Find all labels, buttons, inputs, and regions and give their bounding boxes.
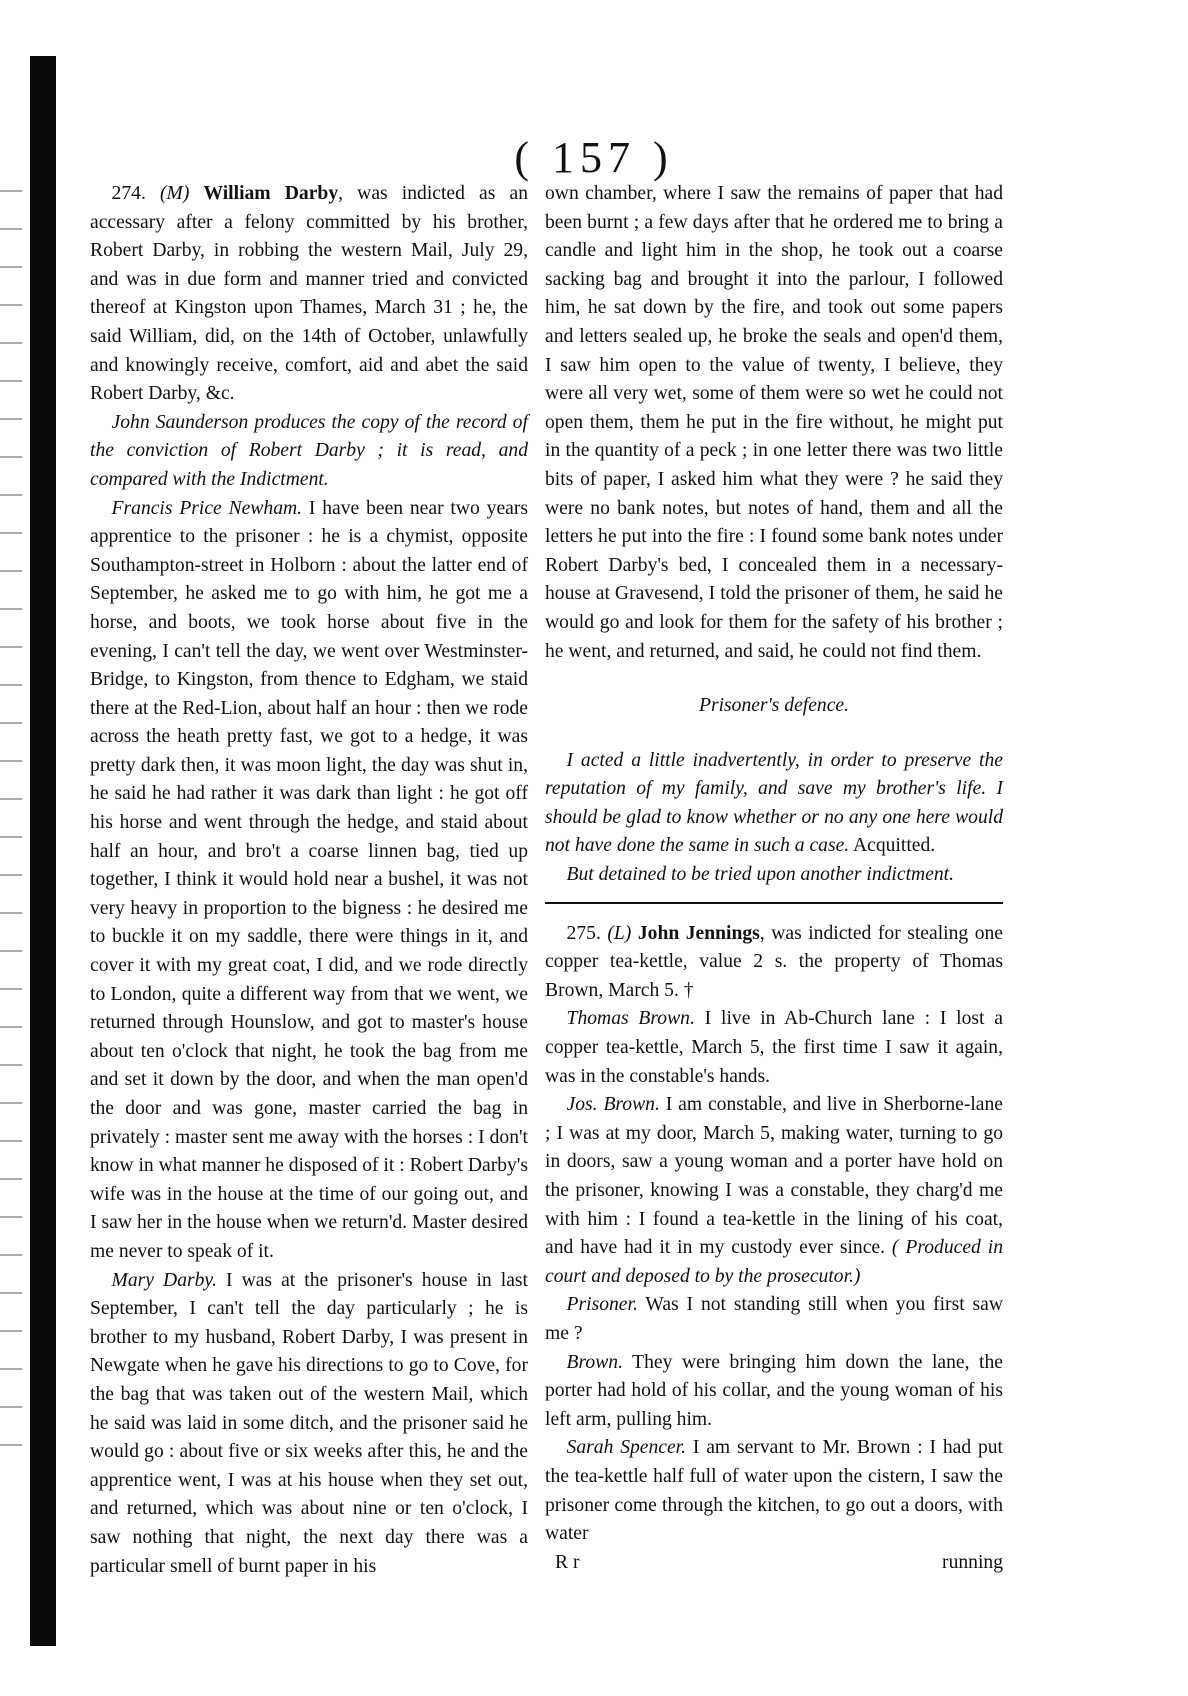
- testimony-continuation: own chamber, where I saw the remains of paper that had been burnt ; a few days after that he ordered me to bring a candle and light him in the shop, he took out a coarse sacking bag and brought it into the parlour, I followed him, he sat down by the fire, and took out some papers and letters sealed up, he broke the seals and open'd them, I saw him open to the value of twenty, I believe, they were all very wet, some of them were so wet he could not open them, them he put in the fire without, he might put in the quantity of a peck ; in one letter there was two little bits of paper, I asked him what they were ? he said they were no bank notes, but notes of hand, them and all the letters he put into the fire : I found some bank notes under Robert Darby's bed, I concealed them in a necessary-house at Gravesend, I told the prisoner of them, he said he would go and look for them for the safety of his brother ; he went, and returned, and said, he could not find them.: [545, 183, 1003, 662]
- section-rule: [545, 902, 1003, 904]
- case-274-indictment: 274. (M) William Darby, was indicted as an accessary after a felony committed by his brother, Robert Darby, in robbing the western Mail, July 29, and was in due form and manner tried and convicted thereof at Kingston upon Thames, March 31 ; he, the said William, did, on the 14th of October, unlawfully and knowingly receive, comfort, aid and abet the said Robert Darby, &c.: [90, 183, 528, 405]
- prisoner-question: Prisoner. Was I not standing still when you first saw me ?: [545, 1294, 1003, 1344]
- testimony-thomas-brown: Thomas Brown. I live in Ab-Church lane : I lost a copper tea-kettle, March 5, the first time I saw it again, was in the constable's hands.: [545, 1008, 1003, 1087]
- catchword: running: [942, 1551, 1003, 1573]
- case-275-indictment: 275. (L) John Jennings, was indicted for stealing one copper tea-kettle, value 2 s. the property of Thomas Brown, March 5. †: [545, 922, 1003, 1001]
- page-number: ( 157 ): [514, 133, 674, 182]
- testimony-sarah-spencer: Sarah Spencer. I am servant to Mr. Brown : I had put the tea-kettle half full of water upon the cistern, I saw the prisoner come through the kitchen, to go out a doors, with water: [545, 1437, 1004, 1545]
- margin-marks: [0, 190, 22, 1470]
- record-production-note: John Saunderson produces the copy of the record of the conviction of Robert Darby ; it is read, and compared with the Indictment.: [90, 411, 528, 490]
- testimony-jos-brown: Jos. Brown. I am constable, and live in Sherborne-lane ; I was at my door, March 5, making water, turning to go in doors, saw a young woman and a porter have hold on the prisoner, knowing I was a constable, they charg'd me with him : I found a tea-kettle in the lining of his coat, and have had it in my custody ever since. ( Produced in court and deposed to by the prosecutor.): [545, 1094, 1003, 1287]
- signature-mark: R r: [555, 1551, 580, 1573]
- testimony-newham: Francis Price Newham. I have been near two years apprentice to the prisoner : he is a chymist, opposite Southampton-street in Holborn : about the latter end of September, he asked me to go with him, he got me a horse, and boots, we took horse about five in the evening, I can't tell the day, we went over Westminster-Bridge, to Kingston, from thence to Edgham, we staid there at the Red-Lion, about half an hour : then we rode across the heath pretty fast, we got to a hedge, it was pretty dark then, it was moon light, the day was shut in, he said he had rather it was dark than light : he got off his horse and went through the hedge, and staid about half an hour, and bro't a coarse linnen bag, tied up together, I think it would hold near a bushel, it was not very heavy in proportion to the bigness : he desired me to buckle it on my saddle, there were things in it, and cover it with my great coat, I did, and we rode directly to London, quite a different way from that we went, we returned through Hounslow, and got to master's house about ten o'clock that night, he took the bag from me and set it down by the door, and when the man open'd the door and was gone, master carried the bag in privately : master sent me away with the horses : I don't know in what manner he disposed of it : Robert Darby's wife was in the house at the time of our going out, and I saw her in the house when we return'd. Master desired me never to speak of it.: [90, 497, 528, 1262]
- left-column: [90, 180, 528, 1581]
- brown-answer: Brown. They were bringing him down the lane, the porter had hold of his collar, and the young woman of his left arm, pulling him.: [545, 1351, 1003, 1430]
- detained-note: But detained to be tried upon another indictment.: [566, 864, 955, 886]
- binding-shadow: [30, 56, 56, 1646]
- defence-text: I acted a little inadvertently, in order to preserve the reputation of my family, and save my brother's life. I should be glad to know whether or no any one here would not have done the same in such a case. Acquitted.: [545, 749, 1003, 857]
- testimony-mary-darby: Mary Darby. I was at the prisoner's house in last September, I can't tell the day particularly ; he is brother to my husband, Robert Darby, I was present in Newgate when he gave his directions to go to Cove, for the bag that was taken out of the western Mail, which he said was laid in some ditch, and the prisoner said he would go : about five or six weeks after this, he and the apprentice went, I was at his house when they set out, and returned, which was about nine or ten o'clock, I saw nothing that night, the next day there was a particular smell of burnt paper in his: [90, 1269, 528, 1577]
- page-footer: [545, 1549, 1003, 1578]
- defence-heading: Prisoner's defence.: [698, 695, 849, 717]
- right-column: [545, 180, 1003, 1577]
